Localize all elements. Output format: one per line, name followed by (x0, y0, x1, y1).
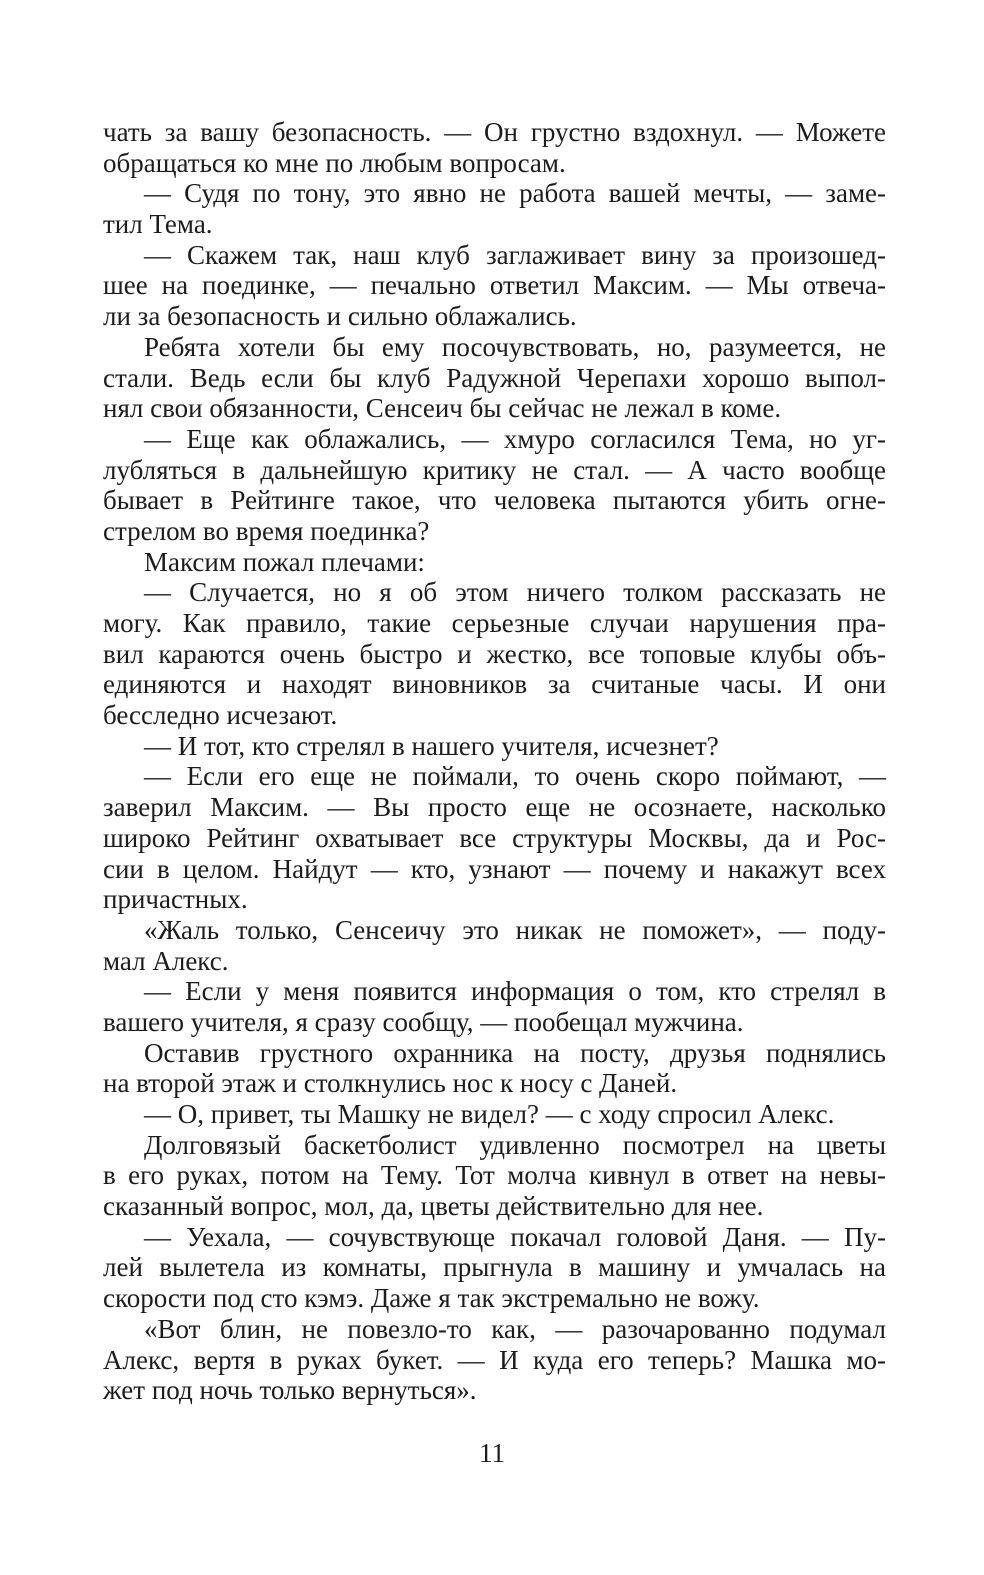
text-line: бывает в Рейтинге такое, что человека пытаются убить огне- (103, 485, 886, 516)
text-line: Алекс, вертя в руках букет. — И куда его теперь? Машка мо- (103, 1344, 886, 1375)
paragraph (103, 547, 886, 578)
text-line: стали. Ведь если бы клуб Радужной Черепахи хорошо выпол- (103, 362, 886, 393)
text-line: мал Алекс. (103, 945, 229, 976)
paragraph (103, 761, 886, 914)
text-line: — И тот, кто стрелял в нашего учителя, исчезнет? (144, 730, 719, 761)
paragraph (103, 1038, 886, 1099)
text-line: — Уехала, — сочувствующе покачал головой Даня. — Пу- (144, 1221, 886, 1252)
text-line: причастных. (103, 884, 248, 915)
text-line: бесследно исчезают. (103, 700, 338, 731)
text-line: Ребята хотели бы ему посочувствовать, но, разумеется, не (144, 331, 886, 362)
paragraph (103, 424, 886, 547)
text-line: обращаться ко мне по любым вопросам. (103, 147, 566, 178)
paragraph (103, 976, 886, 1037)
paragraph (103, 577, 886, 730)
text-line: лей вылетела из комнаты, прыгнула в машину и умчалась на (103, 1252, 886, 1283)
text-line: сказанный вопрос, мол, да, цветы действительно для нее. (103, 1191, 764, 1222)
text-line: — Скажем так, наш клуб заглаживает вину за произошед- (144, 239, 886, 270)
text-line: чать за вашу безопасность. — Он грустно вздохнул. — Можете (103, 117, 886, 147)
paragraph (103, 117, 886, 178)
text-line: — Если его еще не поймали, то очень скоро поймают, — (144, 761, 886, 792)
text-line: Оставив грустного охранника на посту, друзья поднялись (144, 1037, 886, 1068)
text-line: «Вот блин, не повезло-то как, — разочарованно подумал (144, 1313, 886, 1344)
page-number: 11 (479, 1438, 505, 1468)
text-line: Максим пожал плечами: (144, 546, 425, 577)
text-line: в его руках, потом на Тему. Тот молча кивнул в ответ на невы- (103, 1160, 886, 1191)
text-line: тил Тема. (103, 209, 213, 240)
text-line: — Случается, но я об этом ничего толком рассказать не (144, 577, 886, 608)
text-line: на второй этаж и столкнулись нос к носу с Даней. (103, 1068, 678, 1099)
text-line: нял свои обязанности, Сенсеич бы сейчас не лежал в коме. (103, 393, 782, 424)
text-line: сии в целом. Найдут — кто, узнают — почему и накажут всех (103, 853, 886, 884)
text-line: вашего учителя, я сразу сообщу, — пообещал мужчина. (103, 1006, 744, 1037)
text-line: Долговязый баскетболист удивленно посмотрел на цветы (144, 1129, 886, 1160)
paragraph (103, 1130, 886, 1222)
paragraph (103, 731, 886, 762)
text-line: стрелом во время поединка? (103, 515, 430, 546)
text-line: скорости под сто кэмэ. Даже я так экстремально не вожу. (103, 1283, 760, 1314)
text-line: широко Рейтинг охватывает все структуры Москвы, да и Рос- (103, 822, 886, 853)
text-line: могу. Как правило, такие серьезные случаи нарушения пра- (103, 608, 886, 638)
text-line: шее на поединке, — печально ответил Максим. — Мы отвеча- (103, 270, 886, 301)
text-line: вил караются очень быстро и жестко, все топовые клубы объ- (103, 638, 886, 669)
text-line: заверил Максим. — Вы просто еще не осознаете, насколько (103, 792, 886, 823)
paragraph (103, 915, 886, 976)
paragraph (103, 1314, 886, 1406)
text-line: ли за безопасность и сильно облажались. (103, 301, 577, 332)
paragraph (103, 1222, 886, 1314)
paragraph (103, 178, 886, 239)
text-line: — Судя по тону, это явно не работа вашей мечты, — заме- (144, 178, 886, 209)
text-line: единяются и находят виновников за считаные часы. И они (103, 669, 886, 700)
text-line: — Еще как облажались, — хмуро согласился Тема, но уг- (144, 423, 886, 454)
text-line: жет под ночь только вернуться». (103, 1375, 477, 1406)
paragraph (103, 240, 886, 332)
paragraph (103, 332, 886, 424)
text-line: — О, привет, ты Машку не видел? — с ходу спросил Алекс. (144, 1099, 835, 1129)
paragraph (103, 1099, 886, 1130)
book-page-text (103, 117, 886, 1406)
text-line: лубляться в дальнейшую критику не стал. — А часто вообще (103, 454, 886, 485)
text-line: «Жаль только, Сенсеичу это никак не поможет», — поду- (144, 914, 886, 945)
text-line: — Если у меня появится информация о том, кто стрелял в (144, 976, 886, 1007)
